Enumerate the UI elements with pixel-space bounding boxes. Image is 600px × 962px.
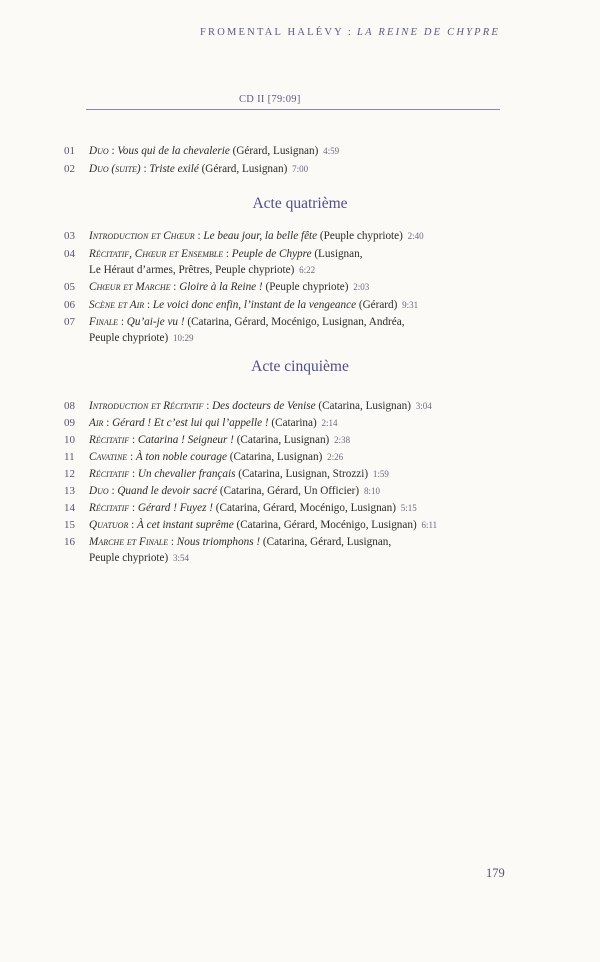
track-roles: (Gérard, Lusignan) xyxy=(232,145,319,157)
track-roles: (Catarina, Gérard, Un Officier) xyxy=(219,485,360,497)
track-number: 01 xyxy=(64,145,75,157)
track-title: Triste exilé xyxy=(149,163,199,175)
track-title: Gérard ! Et c’est lui qui l’appelle ! xyxy=(112,417,269,429)
composer-name: FROMENTAL HALÉVY xyxy=(199,27,344,38)
track-roles: (Peuple chypriote) xyxy=(265,281,349,293)
track-duration: 3:04 xyxy=(415,401,432,411)
track-kind: Finale xyxy=(89,316,119,328)
track-title: Un chevalier français xyxy=(137,468,236,480)
track-kind: Duo xyxy=(89,145,109,157)
track-duration: 1:59 xyxy=(372,469,389,479)
track-title: À cet instant suprême xyxy=(137,519,234,531)
track-title: Le beau jour, la belle fête xyxy=(203,230,318,242)
track-roles: (Lusignan, xyxy=(314,248,363,260)
track-roles-continued: Peuple chypriote) xyxy=(89,552,169,564)
track-duration: 2:03 xyxy=(353,282,370,292)
track-number: 09 xyxy=(64,417,75,429)
act-five-heading: Acte cinquième xyxy=(251,358,349,375)
track-number: 08 xyxy=(64,400,75,412)
track-duration: 3:54 xyxy=(173,553,190,563)
page-number: 179 xyxy=(486,866,505,880)
track-duration: 2:40 xyxy=(407,231,424,241)
track-title: À ton noble courage xyxy=(135,451,227,463)
track-duration: 2:38 xyxy=(334,435,351,445)
track-roles: (Catarina, Lusignan, Strozzi) xyxy=(238,468,369,480)
track-roles: (Catarina, Gérard, Mocénigo, Lusignan) xyxy=(236,519,417,531)
track-title: Vous qui de la chevalerie xyxy=(117,145,230,157)
track-number: 06 xyxy=(64,299,75,311)
track-roles: (Gérard, Lusignan) xyxy=(201,163,288,175)
track-kind: Air xyxy=(89,417,104,429)
track-roles: (Gérard) xyxy=(358,299,398,311)
track-title: Quand le devoir sacré xyxy=(117,485,218,497)
track-kind: Cavatine xyxy=(89,451,128,463)
track-title: Nous triomphons ! xyxy=(176,536,261,548)
track-roles: (Catarina) xyxy=(271,417,317,429)
track-kind: Duo (suite) xyxy=(89,163,141,175)
track-number: 04 xyxy=(64,248,75,260)
track-duration: 10:29 xyxy=(173,333,194,343)
track-number: 03 xyxy=(64,230,75,242)
track-roles: (Catarina, Gérard, Mocénigo, Lusignan) xyxy=(215,502,396,514)
track-kind: Récitatif, Chœur et Ensemble xyxy=(89,248,224,260)
track-title: Des docteurs de Venise xyxy=(212,400,316,412)
track-roles: (Catarina, Lusignan) xyxy=(318,400,411,412)
track-number: 14 xyxy=(64,502,75,514)
track-roles: (Catarina, Lusignan) xyxy=(236,434,330,446)
track-duration: 9:31 xyxy=(402,300,419,310)
track-roles-continued: Le Héraut d’armes, Prêtres, Peuple chypriote) xyxy=(89,264,295,276)
track-kind: Introduction et Chœur xyxy=(89,230,195,242)
track-number: 11 xyxy=(64,451,75,463)
track-number: 07 xyxy=(64,316,75,328)
track-kind: Introduction et Récitatif xyxy=(89,400,204,412)
track-title: Peuple de Chypre xyxy=(231,248,312,260)
track-roles: (Catarina, Gérard, Lusignan, xyxy=(262,536,392,548)
track-duration: 8:10 xyxy=(363,486,380,496)
track-duration: 2:14 xyxy=(321,418,338,428)
track-title: Qu’ai-je vu ! xyxy=(126,316,185,328)
track-kind: Marche et Finale xyxy=(89,536,169,548)
act-four-heading: Acte quatrième xyxy=(252,195,348,212)
header-separator: : xyxy=(347,27,354,38)
track-kind: Quatuor xyxy=(89,519,129,531)
track-number: 16 xyxy=(64,536,75,548)
track-duration: 6:11 xyxy=(421,520,438,530)
track-kind: Scène et Air xyxy=(89,299,145,311)
track-title: Gloire à la Reine ! xyxy=(179,281,263,293)
track-roles: (Peuple chypriote) xyxy=(319,230,403,242)
work-title: LA REINE DE CHYPRE xyxy=(357,27,500,38)
track-title: Le voici donc enfin, l’instant de la vengeance xyxy=(152,299,357,311)
track-duration: 7:00 xyxy=(292,164,309,174)
track-kind: Duo xyxy=(89,485,109,497)
track-title: Gérard ! Fuyez ! xyxy=(137,502,213,514)
header-rule xyxy=(86,109,500,110)
track-kind: Récitatif xyxy=(89,502,130,514)
track-number: 10 xyxy=(64,434,75,446)
track-kind: Récitatif xyxy=(89,468,130,480)
track-number: 15 xyxy=(64,519,75,531)
track-number: 12 xyxy=(64,468,75,480)
track-duration: 5:15 xyxy=(400,503,417,513)
track-duration: 6:22 xyxy=(299,265,316,275)
track-roles: (Catarina, Gérard, Mocénigo, Lusignan, Andréa, xyxy=(187,316,405,328)
track-number: 02 xyxy=(64,163,75,175)
track-roles: (Catarina, Lusignan) xyxy=(229,451,323,463)
track-number: 13 xyxy=(64,485,75,497)
track-number: 05 xyxy=(64,281,75,293)
track-kind: Récitatif xyxy=(89,434,130,446)
track-duration: 4:59 xyxy=(323,146,340,156)
track-kind: Chœur et Marche xyxy=(89,281,171,293)
running-head xyxy=(200,27,500,38)
track-roles-continued: Peuple chypriote) xyxy=(89,332,169,344)
track-title: Catarina ! Seigneur ! xyxy=(137,434,234,446)
track-duration: 2:26 xyxy=(327,452,344,462)
cd-label: CD II [79:09] xyxy=(239,94,301,105)
